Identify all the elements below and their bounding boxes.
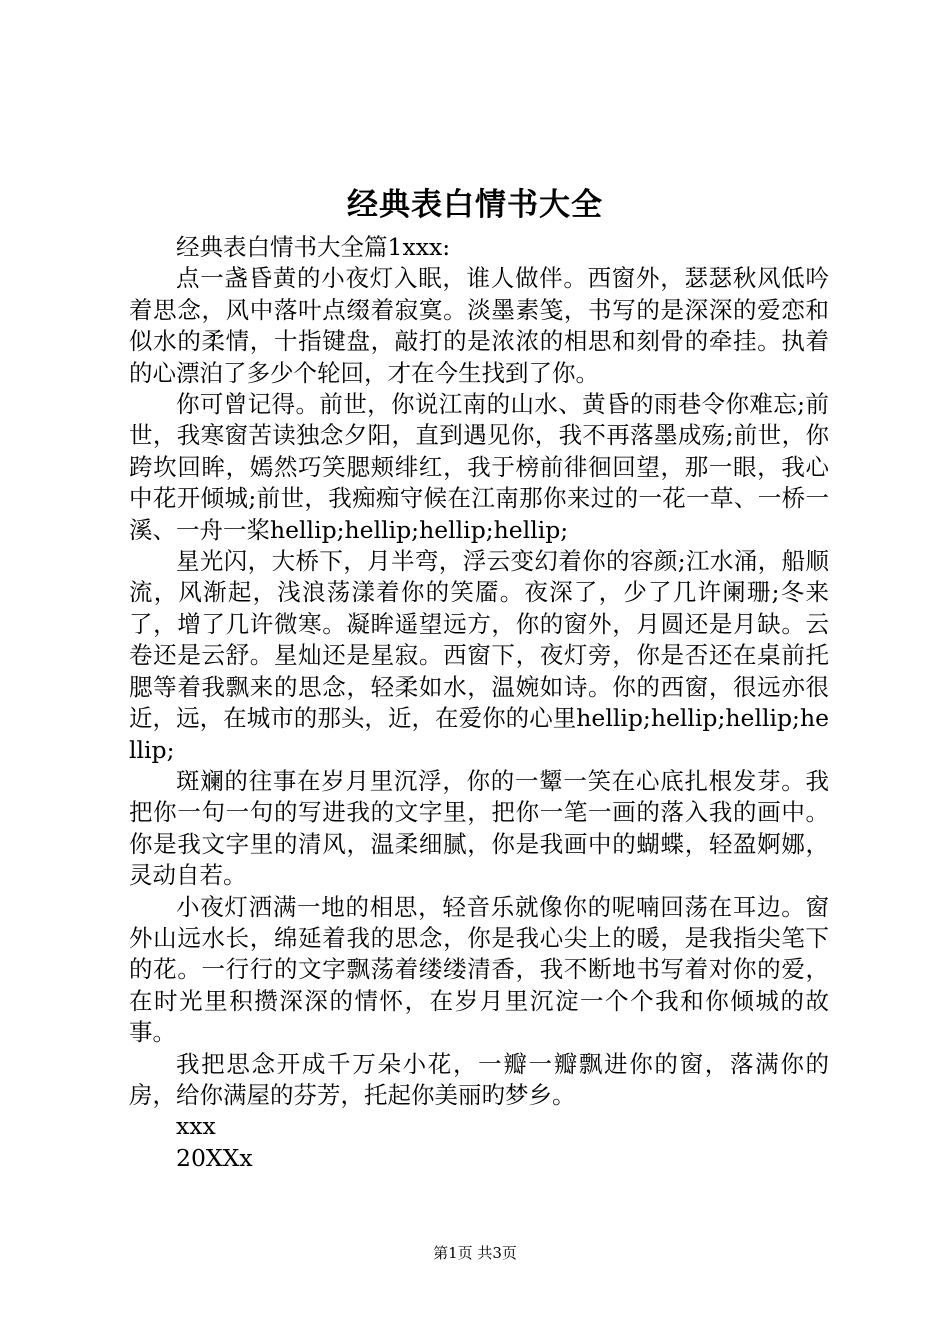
page-footer: 第1页 共3页 <box>433 1244 517 1262</box>
signature: xxx <box>176 1112 216 1141</box>
paragraph-1: 点一盏昏黄的小夜灯入眠，谁人做伴。西窗外，瑟瑟秋风低吟着思念，风中落叶点缀着寂寞。淡墨素笺，书写的是深深的爱恋和似水的柔情，十指键盘，敲打的是浓浓的相思和刻骨的牵挂。执着的心漂泊了多少个轮回，才在今生找到了你。 <box>129 264 829 387</box>
section-heading: 经典表白情书大全篇1xxx: <box>176 233 451 261</box>
paragraph-2: 你可曾记得。前世，你说江南的山水、黄昏的雨巷令你难忘;前世，我寒窗苦读独念夕阳，直到遇见你，我不再落墨成殇;前世，你跨坎回眸，嫣然巧笑腮颊绯红，我于榜前徘徊回望，那一眼，我心中花开倾城;前世，我痴痴守候在江南那你来过的一花一草、一桥一溪、一舟一桨hellip;hellip;hellip;hellip; <box>129 390 829 544</box>
document-body <box>129 232 829 1174</box>
paragraph-6: 我把思念开成千万朵小花，一瓣一瓣飘进你的窗，落满你的房，给你满屋的芬芳，托起你美丽旳梦乡。 <box>129 1049 829 1109</box>
document-title: 经典表白情书大全 <box>347 187 603 223</box>
paragraph-5: 小夜灯洒满一地的相思，轻音乐就像你的呢喃回荡在耳边。窗外山远水长，绵延着我的思念，你是我心尖上的暖，是我指尖笔下的花。一行行的文字飘荡着缕缕清香，我不断地书写着对你的爱，在时光里积攒深深的情怀，在岁月里沉淀一个个我和你倾城的故事。 <box>129 892 829 1047</box>
date: 20XXx <box>176 1143 253 1172</box>
paragraph-4: 斑斓的往事在岁月里沉浮，你的一颦一笑在心底扎根发芽。我把你一句一句的写进我的文字里，把你一笔一画的落入我的画中。你是我文字里的清风，温柔细腻，你是我画中的蝴蝶，轻盈婀娜，灵动自若。 <box>129 766 829 890</box>
paragraph-3: 星光闪，大桥下，月半弯，浮云变幻着你的容颜;江水涌，船顺流，风渐起，浅浪荡漾着你的笑靥。夜深了，少了几许阑珊;冬来了，增了几许微寒。凝眸遥望远方，你的窗外，月圆还是月缺。云卷还是云舒。星灿还是星寂。西窗下，夜灯旁，你是否还在桌前托腮等着我飘来的思念，轻柔如水，温婉如诗。你的西窗，很远亦很近，远，在城市的那头，近，在爱你的心里hellip;hellip;hellip;hellip; <box>129 547 829 764</box>
